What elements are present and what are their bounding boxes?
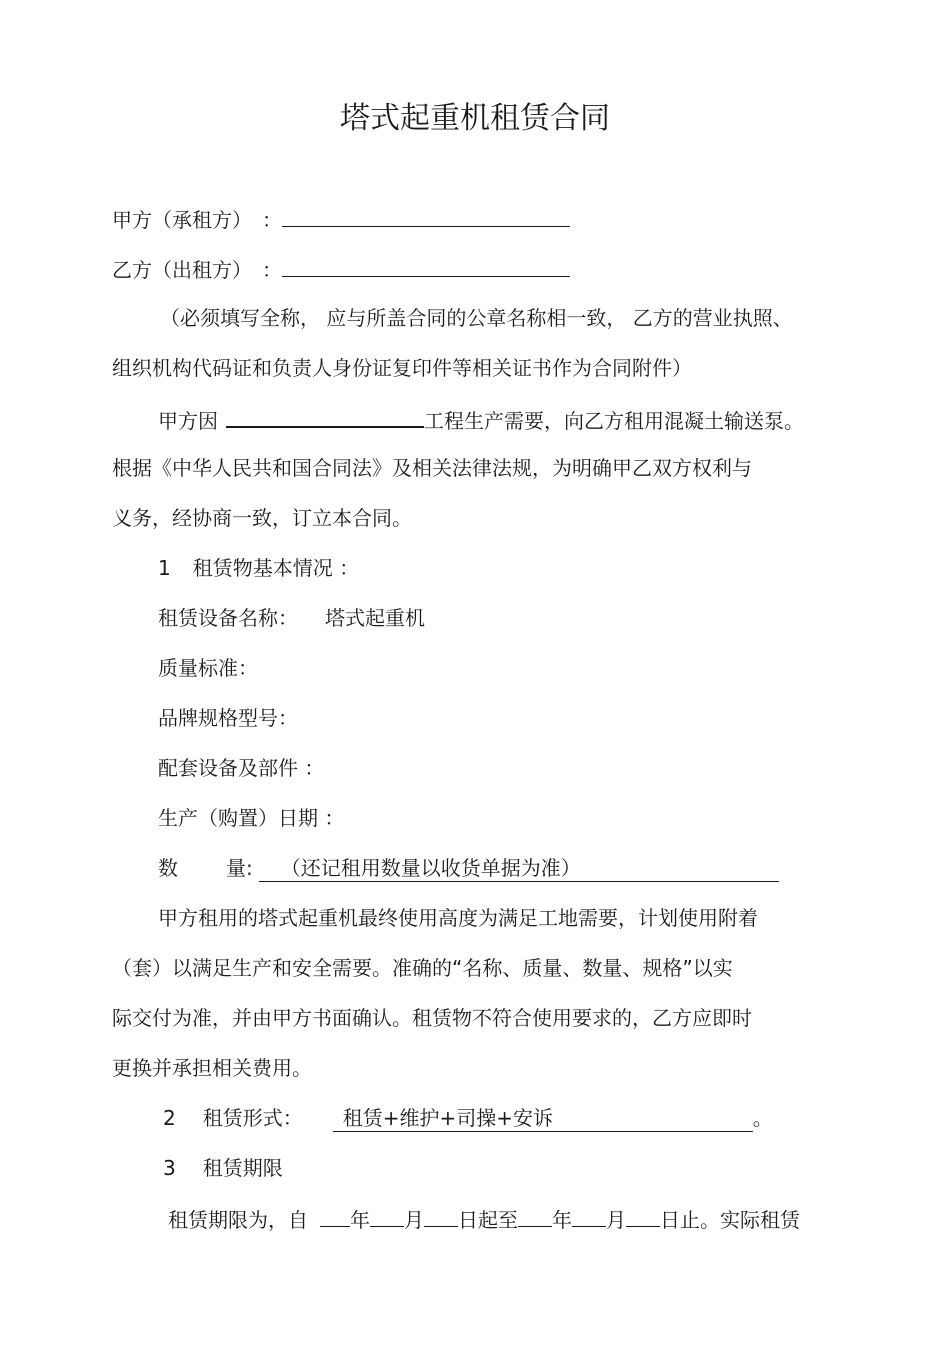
lease-term-line bbox=[168, 1204, 800, 1234]
term-month-1: 月 bbox=[404, 1208, 424, 1232]
quantity-label-1: 数 bbox=[158, 856, 178, 880]
term-day-1: 日起至 bbox=[458, 1208, 518, 1232]
start-day-blank[interactable] bbox=[424, 1204, 458, 1227]
section-1-title: 租赁物基本情况 ： bbox=[192, 556, 360, 580]
party-b-blank[interactable] bbox=[282, 254, 570, 277]
party-b-label: 乙方（出租方） ： bbox=[112, 258, 282, 282]
section-1-heading bbox=[158, 554, 359, 582]
section-3-number: 3 bbox=[163, 1156, 176, 1180]
quantity-value[interactable]: （还记租用数量以收货单据为准） bbox=[259, 855, 779, 882]
intro-line-3: 义务，经协商一致，订立本合同。 bbox=[112, 506, 412, 530]
party-b-line bbox=[112, 254, 570, 284]
brand-line: 品牌规格型号： bbox=[158, 706, 298, 730]
section-2-end: 。 bbox=[752, 1106, 773, 1130]
intro-line-2: 根据《中华人民共和国合同法》及相关法律法规，为明确甲乙双方权利与 bbox=[112, 456, 752, 480]
intro-prefix: 甲方因 bbox=[158, 409, 218, 433]
contract-title: 塔式起重机租赁合同 bbox=[340, 101, 610, 136]
term-year-1: 年 bbox=[350, 1208, 370, 1232]
end-year-blank[interactable] bbox=[518, 1204, 552, 1227]
intro-suffix: 工程生产需要，向乙方租用混凝土输送泵。 bbox=[424, 409, 804, 433]
section-3-heading bbox=[163, 1154, 283, 1182]
quantity-line bbox=[158, 854, 779, 882]
section-3-title: 租赁期限 bbox=[202, 1156, 283, 1180]
end-month-blank[interactable] bbox=[572, 1204, 606, 1227]
quality-line: 质量标准： bbox=[158, 656, 258, 680]
para-line-2: （套）以满足生产和安全需要。准确的“名称、质量、数量、规格”以实 bbox=[112, 956, 733, 980]
section-2-number: 2 bbox=[163, 1106, 176, 1130]
term-day-2: 日止。实际租赁 bbox=[660, 1208, 800, 1232]
start-year-blank[interactable] bbox=[320, 1204, 350, 1227]
section-2-line bbox=[163, 1104, 773, 1132]
production-date-line: 生产（购置）日期 ： bbox=[158, 806, 345, 830]
quantity-label-2: 量: bbox=[226, 856, 253, 880]
note-line-2: 组织机构代码证和负责人身份证复印件等相关证书作为合同附件） bbox=[112, 356, 692, 380]
term-year-2: 年 bbox=[552, 1208, 572, 1232]
section-2-label: 租赁形式： bbox=[202, 1106, 303, 1130]
term-month-2: 月 bbox=[606, 1208, 626, 1232]
party-a-line bbox=[112, 204, 570, 234]
para-line-4: 更换并承担相关费用。 bbox=[112, 1056, 312, 1080]
accessories-line: 配套设备及部件 ： bbox=[158, 756, 325, 780]
para-line-1: 甲方租用的塔式起重机最终使用高度为满足工地需要，计划使用附着 bbox=[158, 906, 758, 930]
para-line-3: 际交付为准，并由甲方书面确认。租赁物不符合使用要求的，乙方应即时 bbox=[112, 1006, 752, 1030]
start-month-blank[interactable] bbox=[370, 1204, 404, 1227]
intro-line-1 bbox=[158, 404, 804, 435]
term-prefix: 租赁期限为，自 bbox=[168, 1208, 308, 1232]
section-1-number: 1 bbox=[158, 556, 171, 580]
party-a-label: 甲方（承租方） ： bbox=[112, 208, 282, 232]
equipment-name-label: 租赁设备名称： bbox=[158, 606, 298, 630]
equipment-name-line bbox=[158, 604, 425, 632]
equipment-name-value: 塔式起重机 bbox=[325, 606, 425, 630]
note-line-1: （必须填写全称， 应与所盖合同的公章名称相一致， 乙方的营业执照、 bbox=[160, 306, 793, 330]
lease-form-value[interactable]: 租赁+维护+司操+安诉 bbox=[333, 1105, 753, 1132]
end-day-blank[interactable] bbox=[626, 1204, 660, 1227]
party-a-blank[interactable] bbox=[282, 204, 570, 227]
project-name-blank[interactable] bbox=[226, 404, 424, 428]
